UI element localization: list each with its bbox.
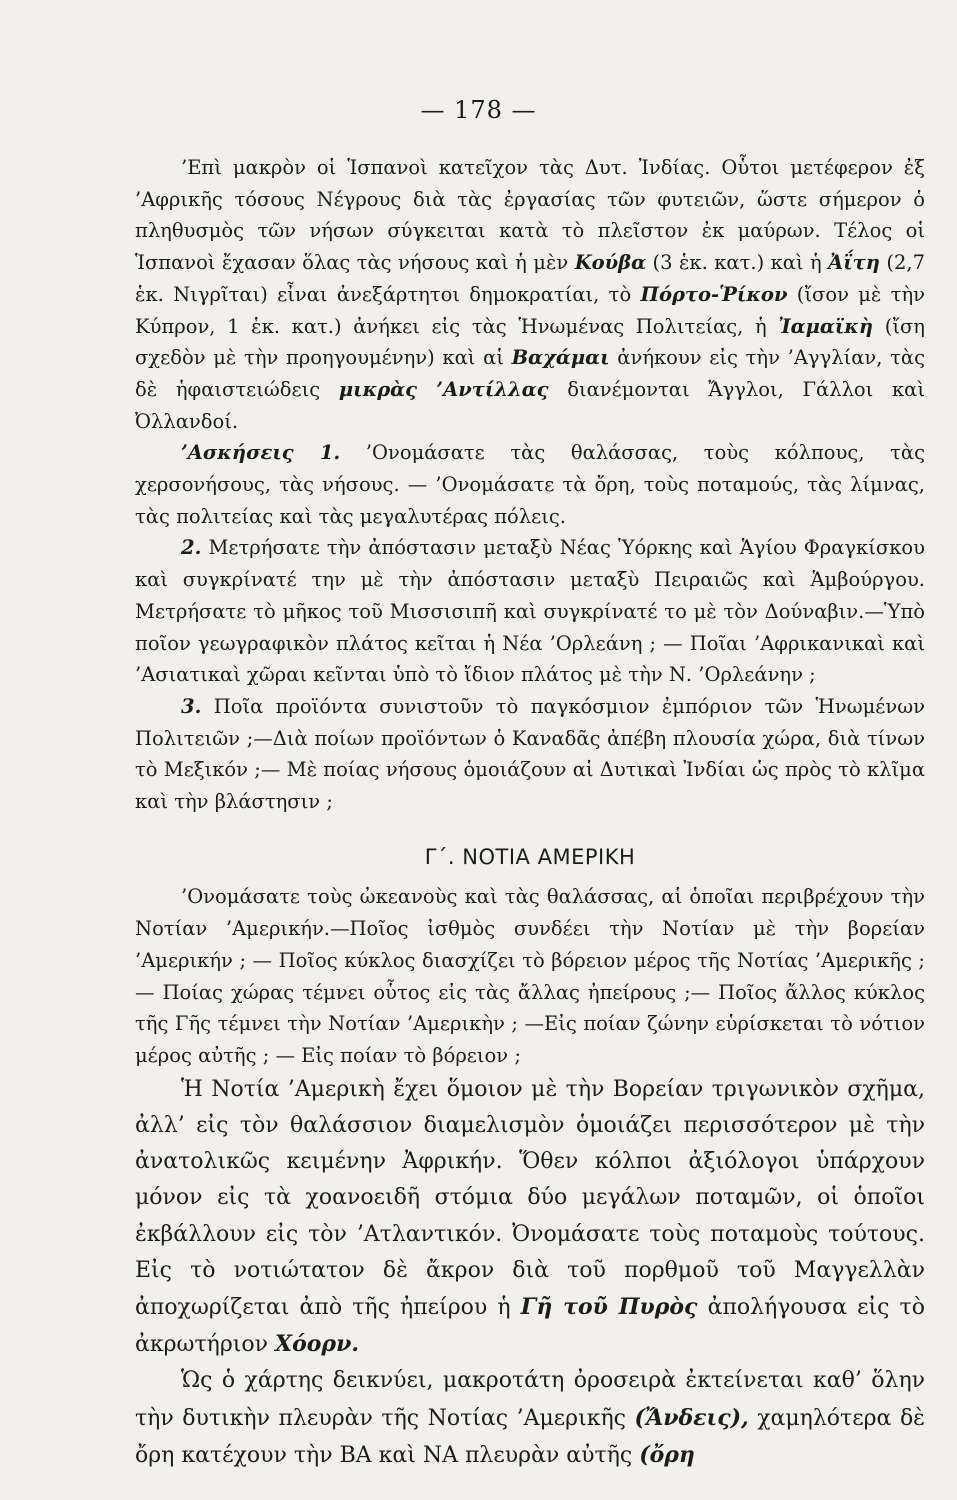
section-heading: Γ΄. ΝΟΤΙΑ ΑΜΕΡΙΚΗ	[424, 844, 636, 869]
paragraph-shape: Ἡ Νοτία ’Αμερικὴ ἔχει ὅμοιον μὲ τὴν Βορείαν τριγωνικὸν σχῆμα, ἀλλ’ εἰς τὸν θαλάσσιον διαμελισμὸν ὁμοιάζει περισσότερον μὲ τὴν ἀνατολικῶς κειμένην Ἀφρικήν. Ὅθεν κόλποι ἀξιόλογοι ὑπάρχουν μόνον εἰς τὰ χοανοειδῆ στόμια δύο μεγάλων ποταμῶν, οἱ ὁποῖοι ἐκβάλλουν εἰς τὸν ’Ατλαντικόν. Ὀνομάσατε τοὺς ποταμοὺς τούτους. Εἰς τὸ νοτιώτατον δὲ ἄκρον διὰ τοῦ πορθμοῦ τοῦ Μαγγελλὰν ἀποχωρίζεται ἀπὸ τῆς ἠπείρου ἡ Γῆ τοῦ Πυρὸς ἀπολήγουσα εἰς τὸ ἀκρωτήριον Χόορν.	[135, 1076, 925, 1358]
term-ori: (ὄρη	[639, 1441, 695, 1468]
term-iamaiki: Ἰαμαϊκὴ	[778, 314, 874, 338]
exercise-label: ’Ασκήσεις 1.	[181, 441, 341, 465]
exercise-3: 3. Ποῖα προϊόντα συνιστοῦν τὸ παγκόσμιον ἐμπόριον τῶν Ἡνωμένων Πολιτειῶν ;—Διὰ ποίων προϊόντων ὁ Καναδᾶς ἀπέβη πλουσία χώρα, διὰ τίνων τὸ Μεξικόν ;— Μὲ ποίας νήσους ὁμοιάζουν αἱ Δυτικαὶ Ἰνδίαι ὡς πρὸς τὸ κλῖμα καὶ τὴν βλάστησιν ;	[135, 694, 925, 814]
term-aiti: Ἀΐτη	[828, 251, 880, 275]
exercise-1: ’Ασκήσεις 1. ’Ονομάσατε τὰς θαλάσσας, τοὺς κόλπους, τὰς χερσονήσους, τὰς νήσους. — ’Ονομάσατε τὰ ὄρη, τοὺς ποταμούς, τὰς λίμνας, τὰς πολιτείας καὶ τὰς μεγαλυτέρας πόλεις.	[135, 441, 925, 528]
body-text	[135, 152, 925, 1474]
exercise-number: 3.	[181, 694, 202, 718]
paragraph-mountains: Ὡς ὁ χάρτης δεικνύει, μακροτάτη ὀροσειρὰ ἐκτείνεται καθ’ ὅλην τὴν δυτικὴν πλευρὰν τῆς Νοτίας ’Αμερικῆς (Ἄνδεις), χαμηλότερα δὲ ὄρη κατέχουν τὴν ΒΑ καὶ ΝΑ πλευρὰν αὐτῆς (ὄρη	[135, 1368, 925, 1468]
term-andeis: (Ἄνδεις),	[634, 1404, 749, 1431]
term-gi-tou-pyros: Γῆ τοῦ Πυρὸς	[520, 1293, 698, 1320]
page-number: — 178 —	[420, 96, 537, 124]
term-porto-rikon: Πόρτο-Ῥίκον	[640, 282, 788, 306]
exercise-2: 2. Μετρήσατε τὴν ἀπόστασιν μεταξὺ Νέας Ὑόρκης καὶ Ἁγίου Φραγκίσκου καὶ συγκρίνατέ την μὲ τὴν ἀπόστασιν μεταξὺ Πειραιῶς καὶ Ἁμβούργου. Μετρήσατε τὸ μῆκος τοῦ Μισσισιπῆ καὶ συγκρίνατέ το μὲ τὸν Δούναβιν.—Ὑπὸ ποῖον γεωγραφικὸν πλάτος κεῖται ἡ Νέα ’Ορλεάνη ; — Ποῖαι ’Αφρικανικαὶ καὶ ’Ασιατικαὶ χῶραι κεῖνται ὑπὸ τὸ ἴδιον πλάτος μὲ τὴν Ν. ’Ορλεάνην ;	[135, 536, 925, 687]
term-antillas: μικρὰς ’Αντίλλας	[338, 377, 549, 401]
term-choorn: Χόορν.	[275, 1331, 359, 1358]
paragraph-west-indies: ’Επὶ μακρὸν οἱ Ἱσπανοὶ κατεῖχον τὰς Δυτ. Ἰνδίας. Οὗτοι μετέφερον ἐξ ’Αφρικῆς τόσους Νέγρους διὰ τὰς ἐργασίας τῶν φυτειῶν, ὥστε σήμερον ὁ πληθυσμὸς τῶν νήσων σύγκειται κατὰ τὸ πλεῖστον ἐκ μαύρων. Τέλος οἱ Ἱσπανοὶ ἔχασαν ὅλας τὰς νήσους καὶ ἡ μὲν Κούβα (3 ἑκ. κατ.) καὶ ἡ Ἀΐτη (2,7 ἑκ. Νιγρῖται) εἶναι ἀνεξάρτητοι δημοκρατίαι, τὸ Πόρτο-Ῥίκον (ἴσον μὲ τὴν Κύπρον, 1 ἑκ. κατ.) ἀνήκει εἰς τὰς Ἡνωμένας Πολιτείας, ἡ Ἰαμαϊκὴ (ἴση σχεδὸν μὲ τὴν προηγουμένην) καὶ αἱ Βαχάμαι ἀνήκουν εἰς τὴν ’Αγγλίαν, τὰς δὲ ἡφαιστειώδεις μικρὰς ’Αντίλλας διανέμονται Ἄγγλοι, Γάλλοι καὶ Ὀλλανδοί.	[135, 156, 925, 433]
questions-paragraph: ’Ονομάσατε τοὺς ὠκεανοὺς καὶ τὰς θαλάσσας, αἱ ὁποῖαι περιβρέχουν τὴν Νοτίαν ’Αμερικήν.—Ποῖος ἰσθμὸς συνδέει τὴν Νοτίαν μὲ τὴν βορείαν ’Αμερικήν ; — Ποῖος κύκλος διασχίζει τὸ βόρειον μέρος τῆς Νοτίας ’Αμερικῆς ; — Ποίας χώρας τέμνει οὗτος εἰς τὰς ἄλλας ἠπείρους ;— Ποῖος ἄλλος κύκλος τῆς Γῆς τέμνει τὴν Νοτίαν ’Αμερικὴν ; —Εἰς ποίαν ζώνην εὑρίσκεται τὸ νότιον μέρος αὐτῆς ; — Εἰς ποίαν τὸ βόρειον ;	[135, 885, 925, 1067]
term-vachamai: Βαχάμαι	[511, 346, 610, 370]
exercise-number: 2.	[181, 536, 202, 560]
term-kouva: Κούβα	[574, 251, 647, 275]
